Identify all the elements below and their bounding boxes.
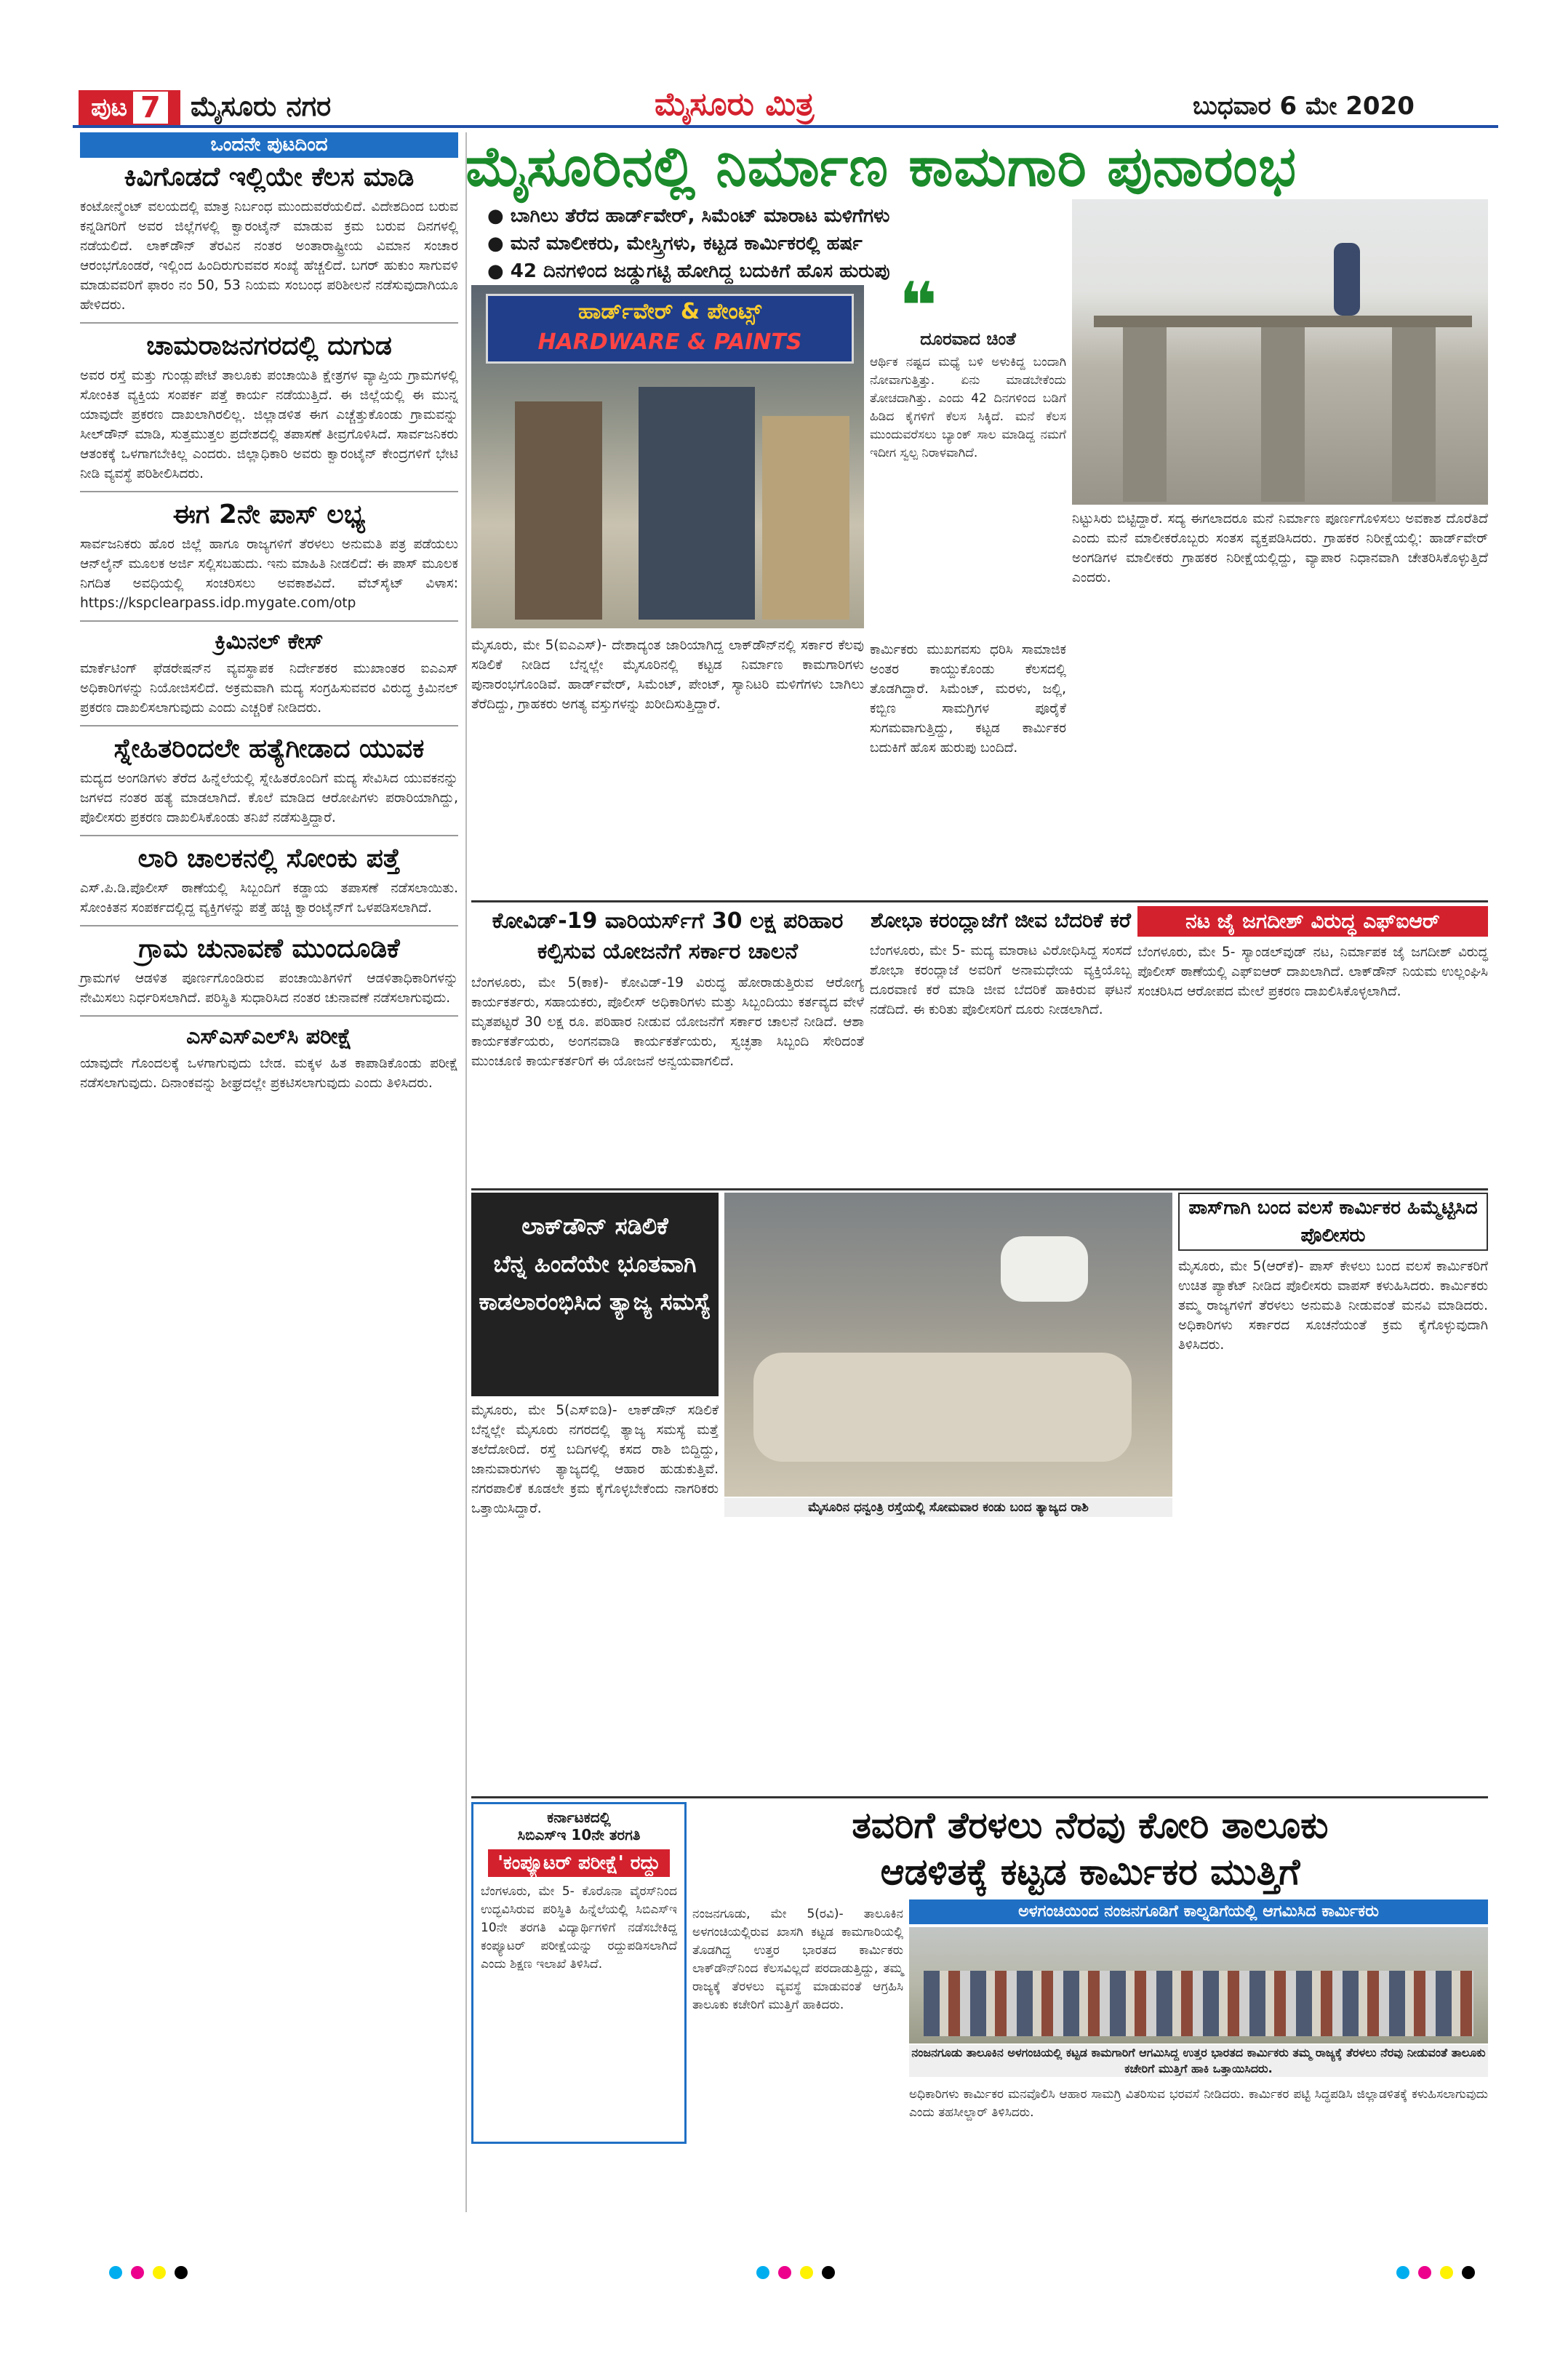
construction-photo xyxy=(1072,199,1488,505)
hardware-shop-photo xyxy=(471,285,864,628)
fir-story xyxy=(1137,906,1488,1001)
page-label: ಪುಟ xyxy=(91,93,128,122)
section-title: ಮೈಸೂರು ನಗರ xyxy=(191,90,332,122)
crowd-figures xyxy=(924,1971,1473,2036)
exam-story xyxy=(471,1802,687,2144)
paper-date: ಬುಧವಾರ 6 ಮೇ 2020 xyxy=(1193,92,1415,121)
paper-name: ಮೈಸೂರು ಮಿತ್ರ xyxy=(655,86,815,123)
page-number: 7 xyxy=(133,92,168,124)
s4-title: ಕ್ರಿಮಿನಲ್ ಕೇಸ್ xyxy=(215,629,324,654)
slab-line xyxy=(1094,316,1472,327)
workers-body-1: ನಂಜನಗೂಡು, ಮೇ 5(ರವಿ)- ತಾಲೂಕಿನ ಅಳಗಂಚಿಯಲ್ಲಿರುವ ಖಾಸಗಿ ಕಟ್ಟಡ ಕಾಮಗಾರಿಯಲ್ಲಿ ತೊಡಗಿದ್ದ ಉತ್ತರ ಭಾರತದ ಕಾರ್ಮಿಕರು ಲಾಕ್‌ಡೌನ್‌ನಿಂದ ಕೆಲಸವಿಲ್ಲದೆ ಪರದಾಡುತ್ತಿದ್ದು, ತಮ್ಮ ರಾಜ್ಯಕ್ಕೆ ತೆರಳಲು ವ್ಯವಸ್ಥೆ ಮಾಡುವಂತೆ ಆಗ್ರಹಿಸಿ ತಾಲೂಕು ಕಚೇರಿಗೆ ಮುತ್ತಿಗೆ ಹಾಕಿದರು. xyxy=(692,1907,903,2012)
waste-headline-box xyxy=(471,1193,719,1396)
quote-body: ಆರ್ಥಿಕ ನಷ್ಟದ ಮಧ್ಯೆ ಬಳಿ ಅಳುಕಿದ್ದ ಬಂದಾಗಿ ನೋವಾಗುತ್ತಿತ್ತು. ಏನು ಮಾಡಬೇಕೆಂದು ತೋಚದಾಗಿತ್ತು. ಎಂದು 42 ದಿನಗಳಿಂದ ಬಡಿಗೆ ಹಿಡಿದ ಕೈಗಳಿಗೆ ಕೆಲಸ ಸಿಕ್ಕಿದೆ. ಮನೆ ಕೆಲಸ ಮುಂದುವರೆಸಲು ಬ್ಯಾಂಕ್ ಸಾಲ ಮಾಡಿದ್ದ ನಮಗೆ ಇದೀಗ ಸ್ವಲ್ಪ ನಿರಾಳವಾಗಿದೆ. xyxy=(870,355,1066,460)
divider xyxy=(80,491,458,492)
exam-label-1: ಕರ್ನಾಟಕದಲ್ಲಿ xyxy=(547,1809,611,1826)
s2-body: ಅವರ ರಸ್ತೆ ಮತ್ತು ಗುಂಡ್ಲುಪೇಟೆ ತಾಲೂಕು ಪಂಚಾಯಿತಿ ಕ್ಷೇತ್ರಗಳ ವ್ಯಾಪ್ತಿಯ ಗ್ರಾಮಗಳಲ್ಲಿ ಸೋಂಕಿತ ವ್ಯಕ್ತಿಯ ಸಂಪರ್ಕ ಪತ್ತೆ ಕಾರ್ಯ ನಡೆಯುತ್ತಿದೆ. ಈ ಜಿಲ್ಲೆಯಲ್ಲಿ ಈ ಮುನ್ನ ಯಾವುದೇ ಪ್ರಕರಣ ದಾಖಲಾಗಿರಲಿಲ್ಲ. ಜಿಲ್ಲಾಡಳಿತ ಈಗ ಎಚ್ಚೆತ್ತುಕೊಂಡು ಗ್ರಾಮವನ್ನು ಸೀಲ್‌ಡೌನ್ ಮಾಡಿ, ಸುತ್ತಮುತ್ತಲ ಪ್ರದೇಶದಲ್ಲಿ ತಪಾಸಣೆ ತೀವ್ರಗೊಳಿಸಿದೆ. ಸಾರ್ವಜನಿಕರು ಆತಂಕಕ್ಕೆ ಒಳಗಾಗಬೇಕಿಲ್ಲ ಎಂದರು. ಜಿಲ್ಲಾಧಿಕಾರಿ ಅವರು ಕ್ವಾರಂಟೈನ್ ಕೇಂದ್ರಗಳಿಗೆ ಭೇಟಿ ನೀಡಿ ವ್ಯವಸ್ಥೆ ಪರಿಶೀಲಿಸಿದರು. xyxy=(80,368,458,481)
workers-photo xyxy=(909,1927,1488,2043)
registration-dots-right xyxy=(1396,2266,1475,2279)
waste-headline-1: ಲಾಕ್‌ಡೌನ್ ಸಡಿಲಿಕೆ xyxy=(521,1212,668,1240)
pillar xyxy=(1392,327,1436,502)
workers-sub-banner: ಅಳಗಂಚಿಯಿಂದ ನಂಜನಗೂಡಿಗೆ ಕಾಲ್ನಡಿಗೆಯಲ್ಲಿ ಆಗಮಿಸಿದ ಕಾರ್ಮಿಕರು xyxy=(909,1899,1488,1924)
quote-box xyxy=(870,268,1066,633)
covid-story xyxy=(471,906,864,1071)
s8-title: ಎಸ್‌ಎಸ್‌ಎಲ್‌ಸಿ ಪರೀಕ್ಷೆ xyxy=(186,1024,352,1049)
covid-headline: ಕೋವಿಡ್-19 ವಾರಿಯರ್ಸ್‌ಗೆ 30 ಲಕ್ಷ ಪರಿಹಾರ ಕಲ್ಪಿಸುವ ಯೋಜನೆಗೆ ಸರ್ಕಾರ ಚಾಲನೆ xyxy=(492,908,844,964)
s5-title: ಸ್ನೇಹಿತರಿಂದಲೇ ಹತ್ಯೆಗೀಡಾದ ಯುವಕ xyxy=(113,734,425,764)
lead-body-2: ಕಾರ್ಮಿಕರು ಮುಖಗವಸು ಧರಿಸಿ ಸಾಮಾಜಿಕ ಅಂತರ ಕಾಯ್ದುಕೊಂಡು ಕೆಲಸದಲ್ಲಿ ತೊಡಗಿದ್ದಾರೆ. ಸಿಮೆಂಟ್, ಮರಳು, ಜಲ್ಲಿ, ಕಬ್ಬಿಣ ಸಾಮಗ್ರಿಗಳ ಪೂರೈಕೆ ಸುಗಮವಾಗುತ್ತಿದ್ದು, ಕಟ್ಟಡ ಕಾರ್ಮಿಕರ ಬದುಕಿಗೆ ಹೊಸ ಹುರುಪು ಬಂದಿದೆ. xyxy=(870,642,1066,756)
column-rule xyxy=(465,132,467,2212)
bullet-item: ● 42 ದಿನಗಳಿಂದ ಜಡ್ಡುಗಟ್ಟಿ ಹೋಗಿದ್ದ ಬದುಕಿಗೆ ಹೊಸ ಹುರುಪು xyxy=(487,260,890,282)
workers-body-2: ಅಧಿಕಾರಿಗಳು ಕಾರ್ಮಿಕರ ಮನವೊಲಿಸಿ ಆಹಾರ ಸಾಮಗ್ರಿ ವಿತರಿಸುವ ಭರವಸೆ ನೀಡಿದರು. ಕಾರ್ಮಿಕರ ಪಟ್ಟಿ ಸಿದ್ಧಪಡಿಸಿ ಜಿಲ್ಲಾಡಳಿತಕ್ಕೆ ಕಳುಹಿಸಲಾಗುವುದು ಎಂದು ತಹಸೀಲ್ದಾರ್ ತಿಳಿಸಿದರು. xyxy=(909,2087,1488,2120)
divider xyxy=(80,925,458,926)
shobha-story xyxy=(870,906,1132,1020)
shobha-title: ಶೋಭಾ ಕರಂದ್ಲಾಜೆಗೆ ಜೀವ ಬೆದರಿಕೆ ಕರೆ xyxy=(871,908,1131,932)
exam-red-label: 'ಕಂಪ್ಯೂಟರ್ ಪರೀಕ್ಷೆ' ರದ್ದು xyxy=(488,1849,670,1877)
divider xyxy=(80,725,458,726)
pass-headline: ಪಾಸ್‌ಗಾಗಿ ಬಂದ ವಲಸೆ ಕಾರ್ಮಿಕರ ಹಿಮ್ಮೆಟ್ಟಿಸಿದ ಪೊಲೀಸರು xyxy=(1178,1193,1488,1251)
exam-body: ಬೆಂಗಳೂರು, ಮೇ 5- ಕೊರೊನಾ ವೈರಸ್‌ನಿಂದ ಉದ್ಭವಿಸಿರುವ ಪರಿಸ್ಥಿತಿ ಹಿನ್ನೆಲೆಯಲ್ಲಿ ಸಿಬಿಎಸ್‌ಇ 10ನೇ ತರಗತಿ ವಿದ್ಯಾರ್ಥಿಗಳಿಗೆ ನಡೆಸಬೇಕಿದ್ದ ಕಂಪ್ಯೂಟರ್ ಪರೀಕ್ಷೆಯನ್ನು ರದ್ದುಪಡಿಸಲಾಗಿದೆ ಎಂದು ಶಿಕ್ಷಣ ಇಲಾಖೆ ತಿಳಿಸಿದೆ. xyxy=(481,1884,677,1971)
workers-story xyxy=(692,1802,1488,1895)
continued-label: ಒಂದನೇ ಪುಟದಿಂದ xyxy=(80,132,458,158)
cow-figure xyxy=(1001,1236,1088,1302)
shobha-body: ಬೆಂಗಳೂರು, ಮೇ 5- ಮದ್ಯ ಮಾರಾಟ ವಿರೋಧಿಸಿದ್ದ ಸಂಸದೆ ಶೋಭಾ ಕರಂದ್ಲಾಜೆ ಅವರಿಗೆ ಅನಾಮಧೇಯ ವ್ಯಕ್ತಿಯೊಬ್ಬ ದೂರವಾಣಿ ಕರೆ ಮಾಡಿ ಜೀವ ಬೆದರಿಕೆ ಹಾಕಿರುವ ಘಟನೆ ನಡೆದಿದೆ. ಈ ಕುರಿತು ಪೊಲೀಸರಿಗೆ ದೂರು ನೀಡಲಾಗಿದೆ. xyxy=(870,943,1132,1017)
s7-body: ಗ್ರಾಮಗಳ ಆಡಳಿತ ಪೂರ್ಣಗೊಂಡಿರುವ ಪಂಚಾಯಿತಿಗಳಿಗೆ ಆಡಳಿತಾಧಿಕಾರಿಗಳನ್ನು ನೇಮಿಸಲು ನಿರ್ಧರಿಸಲಾಗಿದೆ. ಪರಿಸ್ಥಿತಿ ಸುಧಾರಿಸಿದ ನಂತರ ಚುನಾವಣೆ ನಡೆಸಲಾಗುವುದು. xyxy=(80,971,458,1006)
lead-body-1: ಮೈಸೂರು, ಮೇ 5(ಐಎಎಸ್)- ದೇಶಾದ್ಯಂತ ಜಾರಿಯಾಗಿದ್ದ ಲಾಕ್‌ಡೌನ್‌ನಲ್ಲಿ ಸರ್ಕಾರ ಕೆಲವು ಸಡಿಲಿಕೆ ನೀಡಿದ ಬೆನ್ನಲ್ಲೇ ಮೈಸೂರಿನಲ್ಲಿ ಕಟ್ಟಡ ನಿರ್ಮಾಣ ಕಾಮಗಾರಿಗಳು ಪುನಾರಂಭಗೊಂಡಿವೆ. ಹಾರ್ಡ್‌ವೇರ್, ಸಿಮೆಂಟ್, ಪೇಂಟ್, ಸ್ಯಾನಿಟರಿ ಮಳಿಗೆಗಳು ಬಾಗಿಲು ತೆರೆದಿದ್ದು, ಗ್ರಾಹಕರು ಅಗತ್ಯ ವಸ್ತುಗಳನ್ನು ಖರೀದಿಸುತ್ತಿದ್ದಾರೆ. xyxy=(471,638,864,712)
s3-body: ಸಾರ್ವಜನಿಕರು ಹೊರ ಜಿಲ್ಲೆ ಹಾಗೂ ರಾಜ್ಯಗಳಿಗೆ ತೆರಳಲು ಅನುಮತಿ ಪತ್ರ ಪಡೆಯಲು ಆನ್‌ಲೈನ್ ಮೂಲಕ ಅರ್ಜಿ ಸಲ್ಲಿಸಬಹುದು. ಇನು ಮಾಹಿತಿ ನೀಡಲಿದೆ: ಈ ಪಾಸ್ ಮೂಲಕ ನಿಗದಿತ ಅವಧಿಯಲ್ಲಿ ಸಂಚರಿಸಲು ಅವಕಾಶವಿದೆ. ವೆಬ್‌ಸೈಟ್ ವಿಳಾಸ: https://kspclearpass.idp.mygate.com/otp xyxy=(80,537,458,611)
bullet-item: ● ಬಾಗಿಲು ತೆರೆದ ಹಾರ್ಡ್‌ವೇರ್, ಸಿಮೆಂಟ್ ಮಾರಾಟ ಮಳಿಗೆಗಳು xyxy=(487,205,890,227)
shop-sign xyxy=(486,294,854,364)
shop-sign-kannada: ಹಾರ್ಡ್‌ವೇರ್ & ಪೇಂಟ್ಸ್ xyxy=(577,299,762,324)
left-column xyxy=(80,132,458,2212)
section-rule xyxy=(471,1188,1488,1190)
s5-body: ಮದ್ಯದ ಅಂಗಡಿಗಳು ತೆರೆದ ಹಿನ್ನೆಲೆಯಲ್ಲಿ ಸ್ನೇಹಿತರೊಂದಿಗೆ ಮದ್ಯ ಸೇವಿಸಿದ ಯುವಕನನ್ನು ಜಗಳದ ನಂತರ ಹತ್ಯೆ ಮಾಡಲಾಗಿದೆ. ಕೊಲೆ ಮಾಡಿದ ಆರೋಪಿಗಳು ಪರಾರಿಯಾಗಿದ್ದು, ಪೊಲೀಸರು ಪ್ರಕರಣ ದಾಖಲಿಸಿಕೊಂಡು ತನಿಖೆ ನಡೆಸುತ್ತಿದ್ದಾರೆ. xyxy=(80,771,458,825)
divider xyxy=(80,322,458,324)
section-rule xyxy=(471,900,1488,902)
section-rule xyxy=(471,1796,1488,1798)
s8-body: ಯಾವುದೇ ಗೊಂದಲಕ್ಕೆ ಒಳಗಾಗುವುದು ಬೇಡ. ಮಕ್ಕಳ ಹಿತ ಕಾಪಾಡಿಕೊಂಡು ಪರೀಕ್ಷೆ ನಡೆಸಲಾಗುವುದು. ದಿನಾಂಕವನ್ನು ಶೀಘ್ರದಲ್ಲೇ ಪ್ರಕಟಿಸಲಾಗುವುದು ಎಂದು ತಿಳಿಸಿದರು. xyxy=(80,1056,458,1091)
shop-door xyxy=(639,387,755,620)
pass-story xyxy=(1178,1193,1488,1355)
s2-title: ಚಾಮರಾಜನಗರದಲ್ಲಿ ದುಗುಡ xyxy=(146,331,392,361)
waste-headline-3: ಕಾಡಲಾರಂಭಿಸಿದ ತ್ಯಾಜ್ಯ ಸಮಸ್ಯೆ xyxy=(479,1288,711,1316)
pass-body: ಮೈಸೂರು, ಮೇ 5(ಆರ್‌ಕೆ)- ಪಾಸ್ ಕೇಳಲು ಬಂದ ವಲಸೆ ಕಾರ್ಮಿಕರಿಗೆ ಉಚಿತ ಪ್ಯಾಕೆಟ್ ನೀಡಿದ ಪೊಲೀಸರು ವಾಪಸ್ ಕಳುಹಿಸಿದರು. ಕಾರ್ಮಿಕರು ತಮ್ಮ ರಾಜ್ಯಗಳಿಗೆ ತೆರಳಲು ಅನುಮತಿ ನೀಡುವಂತೆ ಮನವಿ ಮಾಡಿದರು. ಅಧಿಕಾರಿಗಳು ಸರ್ಕಾರದ ಸೂಚನೆಯಂತೆ ಕ್ರಮ ಕೈಗೊಳ್ಳುವುದಾಗಿ ತಿಳಿಸಿದರು. xyxy=(1178,1259,1488,1353)
s3-title: ಈಗ 2ನೇ ಪಾಸ್ ಲಭ್ಯ xyxy=(172,500,366,529)
divider xyxy=(80,620,458,622)
bullet-item: ● ಮನೆ ಮಾಲೀಕರು, ಮೇಸ್ತ್ರಿಗಳು, ಕಟ್ಟಡ ಕಾರ್ಮಿಕರಲ್ಲಿ ಹರ್ಷ xyxy=(487,233,863,255)
lead-body-3: ನಿಟ್ಟುಸಿರು ಬಿಟ್ಟಿದ್ದಾರೆ. ಸದ್ಯ ಈಗಲಾದರೂ ಮನೆ ನಿರ್ಮಾಣ ಪೂರ್ಣಗೊಳಿಸಲು ಅವಕಾಶ ದೊರೆತಿದೆ ಎಂದು ಮನೆ ಮಾಲೀಕರೊಬ್ಬರು ಸಂತಸ ವ್ಯಕ್ತಪಡಿಸಿದರು. ಗ್ರಾಹಕರ ನಿರೀಕ್ಷೆಯಲ್ಲಿ: ಹಾರ್ಡ್‌ವೇರ್ ಅಂಗಡಿಗಳ ಮಾಲೀಕರು ಗ್ರಾಹಕರ ನಿರೀಕ್ಷೆಯಲ್ಲಿದ್ದು, ವ್ಯಾಪಾರ ನಿಧಾನವಾಗಿ ಚೇತರಿಸಿಕೊಳ್ಳುತ್ತಿದೆ ಎಂದರು. xyxy=(1072,511,1488,585)
workers-photo-caption: ನಂಜನಗೂಡು ತಾಲೂಕಿನ ಅಳಗಂಚಿಯಲ್ಲಿ ಕಟ್ಟಡ ಕಾಮಗಾರಿಗೆ ಆಗಮಿಸಿದ್ದ ಉತ್ತರ ಭಾರತದ ಕಾರ್ಮಿಕರು ತಮ್ಮ ರಾಜ್ಯಕ್ಕೆ ತೆರಳಲು ನೆರವು ನೀಡುವಂತೆ ತಾಲೂಕು ಕಚೇರಿಗೆ ಮುತ್ತಿಗೆ ಹಾಕಿ ಒತ್ತಾಯಿಸಿದರು. xyxy=(909,2045,1488,2077)
shop-stock xyxy=(762,416,849,620)
waste-photo-caption: ಮೈಸೂರಿನ ಧನ್ವಂತ್ರಿ ರಸ್ತೆಯಲ್ಲಿ ಸೋಮವಾರ ಕಂಡು ಬಂದ ತ್ಯಾಜ್ಯದ ರಾಶಿ xyxy=(724,1498,1172,1517)
fir-body: ಬೆಂಗಳೂರು, ಮೇ 5- ಸ್ಯಾಂಡಲ್‌ವುಡ್ ನಟ, ನಿರ್ಮಾಪಕ ಜೈ ಜಗದೀಶ್ ವಿರುದ್ಧ ಪೊಲೀಸ್ ಠಾಣೆಯಲ್ಲಿ ಎಫ್‌ಐಆರ್ ದಾಖಲಾಗಿದೆ. ಲಾಕ್‌ಡೌನ್ ನಿಯಮ ಉಲ್ಲಂಘಿಸಿ ಸಂಚರಿಸಿದ ಆರೋಪದ ಮೇಲೆ ಪ್ರಕರಣ ದಾಖಲಿಸಿಕೊಳ್ಳಲಾಗಿದೆ. xyxy=(1137,945,1488,999)
registration-dots-left xyxy=(109,2266,188,2279)
s1-title: ಕಿವಿಗೊಡದೆ ಇಲ್ಲಿಯೇ ಕೆಲಸ ಮಾಡಿ xyxy=(124,162,415,192)
pillar xyxy=(1261,327,1305,502)
waste-photo xyxy=(724,1193,1172,1497)
registration-dots-center xyxy=(756,2266,835,2279)
workers-headline-1: ತವರಿಗೆ ತೆರಳಲು ನೆರವು ಕೋರಿ ತಾಲೂಕು xyxy=(852,1804,1329,1846)
waste-heap xyxy=(753,1353,1132,1462)
page-badge xyxy=(79,90,180,125)
s1-body: ಕಂಟೋನ್ಮೆಂಟ್ ವಲಯದಲ್ಲಿ ಮಾತ್ರ ನಿರ್ಬಂಧ ಮುಂದುವರೆಯಲಿದೆ. ವಿದೇಶದಿಂದ ಬರುವ ಕನ್ನಡಿಗರಿಗೆ ಅವರ ಜಿಲ್ಲೆಗಳಲ್ಲಿ ಕ್ವಾರಂಟೈನ್ ಮಾಡುವ ಕ್ರಮ ಬರುವ ದಿನಗಳಲ್ಲಿ ನಡೆಯಲಿದೆ. ಲಾಕ್‌ಡೌನ್ ತೆರವಿನ ನಂತರ ಅಂತಾರಾಷ್ಟ್ರೀಯ ವಿಮಾನ ಸಂಚಾರ ಆರಂಭಗೊಂಡರೆ, ಇಲ್ಲಿಂದ ಹಿಂದಿರುಗುವವರ ಸಂಖ್ಯೆ ಹೆಚ್ಚಲಿದೆ. ಬಗರ್ ಹುಕುಂ ಸಾಗುವಳಿ ಮಾಡುವವರಿಗೆ ಫಾರಂ ನಂ 50, 53 ನಿಯಮ ಸಂಬಂಧ ಪರಿಶೀಲನೆ ನಡೆಸುವುದಾಗಿಯೂ ಹೇಳಿದರು. xyxy=(80,199,458,313)
fir-title: ನಟ ಜೈ ಜಗದೀಶ್ ವಿರುದ್ಧ ಎಫ್‌ಐಆರ್ xyxy=(1137,906,1488,937)
exam-label-2: ಸಿಬಿಎಸ್‌ಇ 10ನೇ ತರಗತಿ xyxy=(517,1826,641,1843)
s6-body: ಎಸ್.ಪಿ.ಡಿ.ಪೊಲೀಸ್ ಠಾಣೆಯಲ್ಲಿ ಸಿಬ್ಬಂದಿಗೆ ಕಡ್ಡಾಯ ತಪಾಸಣೆ ನಡೆಸಲಾಯಿತು. ಸೋಂಕಿತನ ಸಂಪರ್ಕದಲ್ಲಿದ್ದ ವ್ಯಕ್ತಿಗಳನ್ನು ಪತ್ತೆ ಹಚ್ಚಿ ಕ್ವಾರಂಟೈನ್‌ಗೆ ಒಳಪಡಿಸಲಾಗಿದೆ. xyxy=(80,881,458,916)
shop-sign-english: HARDWARE & PAINTS xyxy=(537,329,802,355)
covid-body: ಬೆಂಗಳೂರು, ಮೇ 5(ಕಾಕ)- ಕೋವಿಡ್-19 ವಿರುದ್ಧ ಹೋರಾಡುತ್ತಿರುವ ಆರೋಗ್ಯ ಕಾರ್ಯಕರ್ತರು, ಸಹಾಯಕರು, ಪೊಲೀಸ್ ಅಧಿಕಾರಿಗಳು ಮತ್ತು ಸಿಬ್ಬಂದಿಯು ಕರ್ತವ್ಯದ ವೇಳೆ ಮೃತಪಟ್ಟರೆ 30 ಲಕ್ಷ ರೂ. ಪರಿಹಾರ ನೀಡುವ ಯೋಜನೆಗೆ ಸರ್ಕಾರ ಚಾಲನೆ ನೀಡಿದೆ. ಆಶಾ ಕಾರ್ಯಕರ್ತೆಯರು, ಅಂಗನವಾಡಿ ಕಾರ್ಯಕರ್ತೆಯರು, ಸ್ವಚ್ಛತಾ ಸಿಬ್ಬಂದಿ ಸೇರಿದಂತೆ ಮುಂಚೂಣಿ ಕಾರ್ಯಕರ್ತರಿಗೆ ಈ ಯೋಜನೆ ಅನ್ವಯವಾಗಲಿದೆ. xyxy=(471,975,864,1069)
lead-bullets xyxy=(487,202,924,285)
divider xyxy=(80,835,458,836)
shop-shelf xyxy=(515,401,602,620)
quote-label: ದೂರವಾದ ಚಿಂತೆ xyxy=(920,329,1016,349)
lead-headline: ಮೈಸೂರಿನಲ್ಲಿ ನಿರ್ಮಾಣ ಕಾಮಗಾರಿ ಪುನಾರಂಭ xyxy=(465,134,1297,199)
divider xyxy=(80,1015,458,1017)
workers-headline-2: ಆಡಳಿತಕ್ಕೆ ಕಟ್ಟಡ ಕಾರ್ಮಿಕರ ಮುತ್ತಿಗೆ xyxy=(880,1851,1300,1893)
worker-figure xyxy=(1334,243,1360,316)
s4-body: ಮಾರ್ಕೆಟಿಂಗ್ ಫೆಡರೇಷನ್‌ನ ವ್ಯವಸ್ಥಾಪಕ ನಿರ್ದೇಶಕರ ಮುಖಾಂತರ ಐಎಎಸ್ ಅಧಿಕಾರಿಗಳನ್ನು ನಿಯೋಜಿಸಲಿದೆ. ಅಕ್ರಮವಾಗಿ ಮದ್ಯ ಸಂಗ್ರಹಿಸುವವರ ವಿರುದ್ಧ ಕ್ರಿಮಿನಲ್ ಪ್ರಕರಣ ದಾಖಲಿಸಲಾಗುವುದು ಎಂದು ಎಚ್ಚರಿಕೆ ನೀಡಿದರು. xyxy=(80,661,458,716)
s7-title: ಗ್ರಾಮ ಚುನಾವಣೆ ಮುಂದೂಡಿಕೆ xyxy=(138,934,400,964)
waste-headline-2: ಬೆನ್ನ ಹಿಂದೆಯೇ ಭೂತವಾಗಿ xyxy=(493,1250,697,1278)
quote-mark-icon: ❝ xyxy=(899,268,937,345)
waste-body: ಮೈಸೂರು, ಮೇ 5(ಎಸ್‌ಐಡಿ)- ಲಾಕ್‌ಡೌನ್ ಸಡಿಲಿಕೆ ಬೆನ್ನಲ್ಲೇ ಮೈಸೂರು ನಗರದಲ್ಲಿ ತ್ಯಾಜ್ಯ ಸಮಸ್ಯೆ ಮತ್ತೆ ತಲೆದೋರಿದೆ. ರಸ್ತೆ ಬದಿಗಳಲ್ಲಿ ಕಸದ ರಾಶಿ ಬಿದ್ದಿದ್ದು, ಜಾನುವಾರುಗಳು ತ್ಯಾಜ್ಯದಲ್ಲಿ ಆಹಾರ ಹುಡುಕುತ್ತಿವೆ. ನಗರಪಾಲಿಕೆ ಕೂಡಲೇ ಕ್ರಮ ಕೈಗೊಳ್ಳಬೇಕೆಂದು ನಾಗರಿಕರು ಒತ್ತಾಯಿಸಿದ್ದಾರೆ. xyxy=(471,1403,719,1516)
s6-title: ಲಾರಿ ಚಾಲಕನಲ್ಲಿ ಸೋಂಕು ಪತ್ತೆ xyxy=(137,844,401,873)
pillar xyxy=(1123,327,1167,502)
